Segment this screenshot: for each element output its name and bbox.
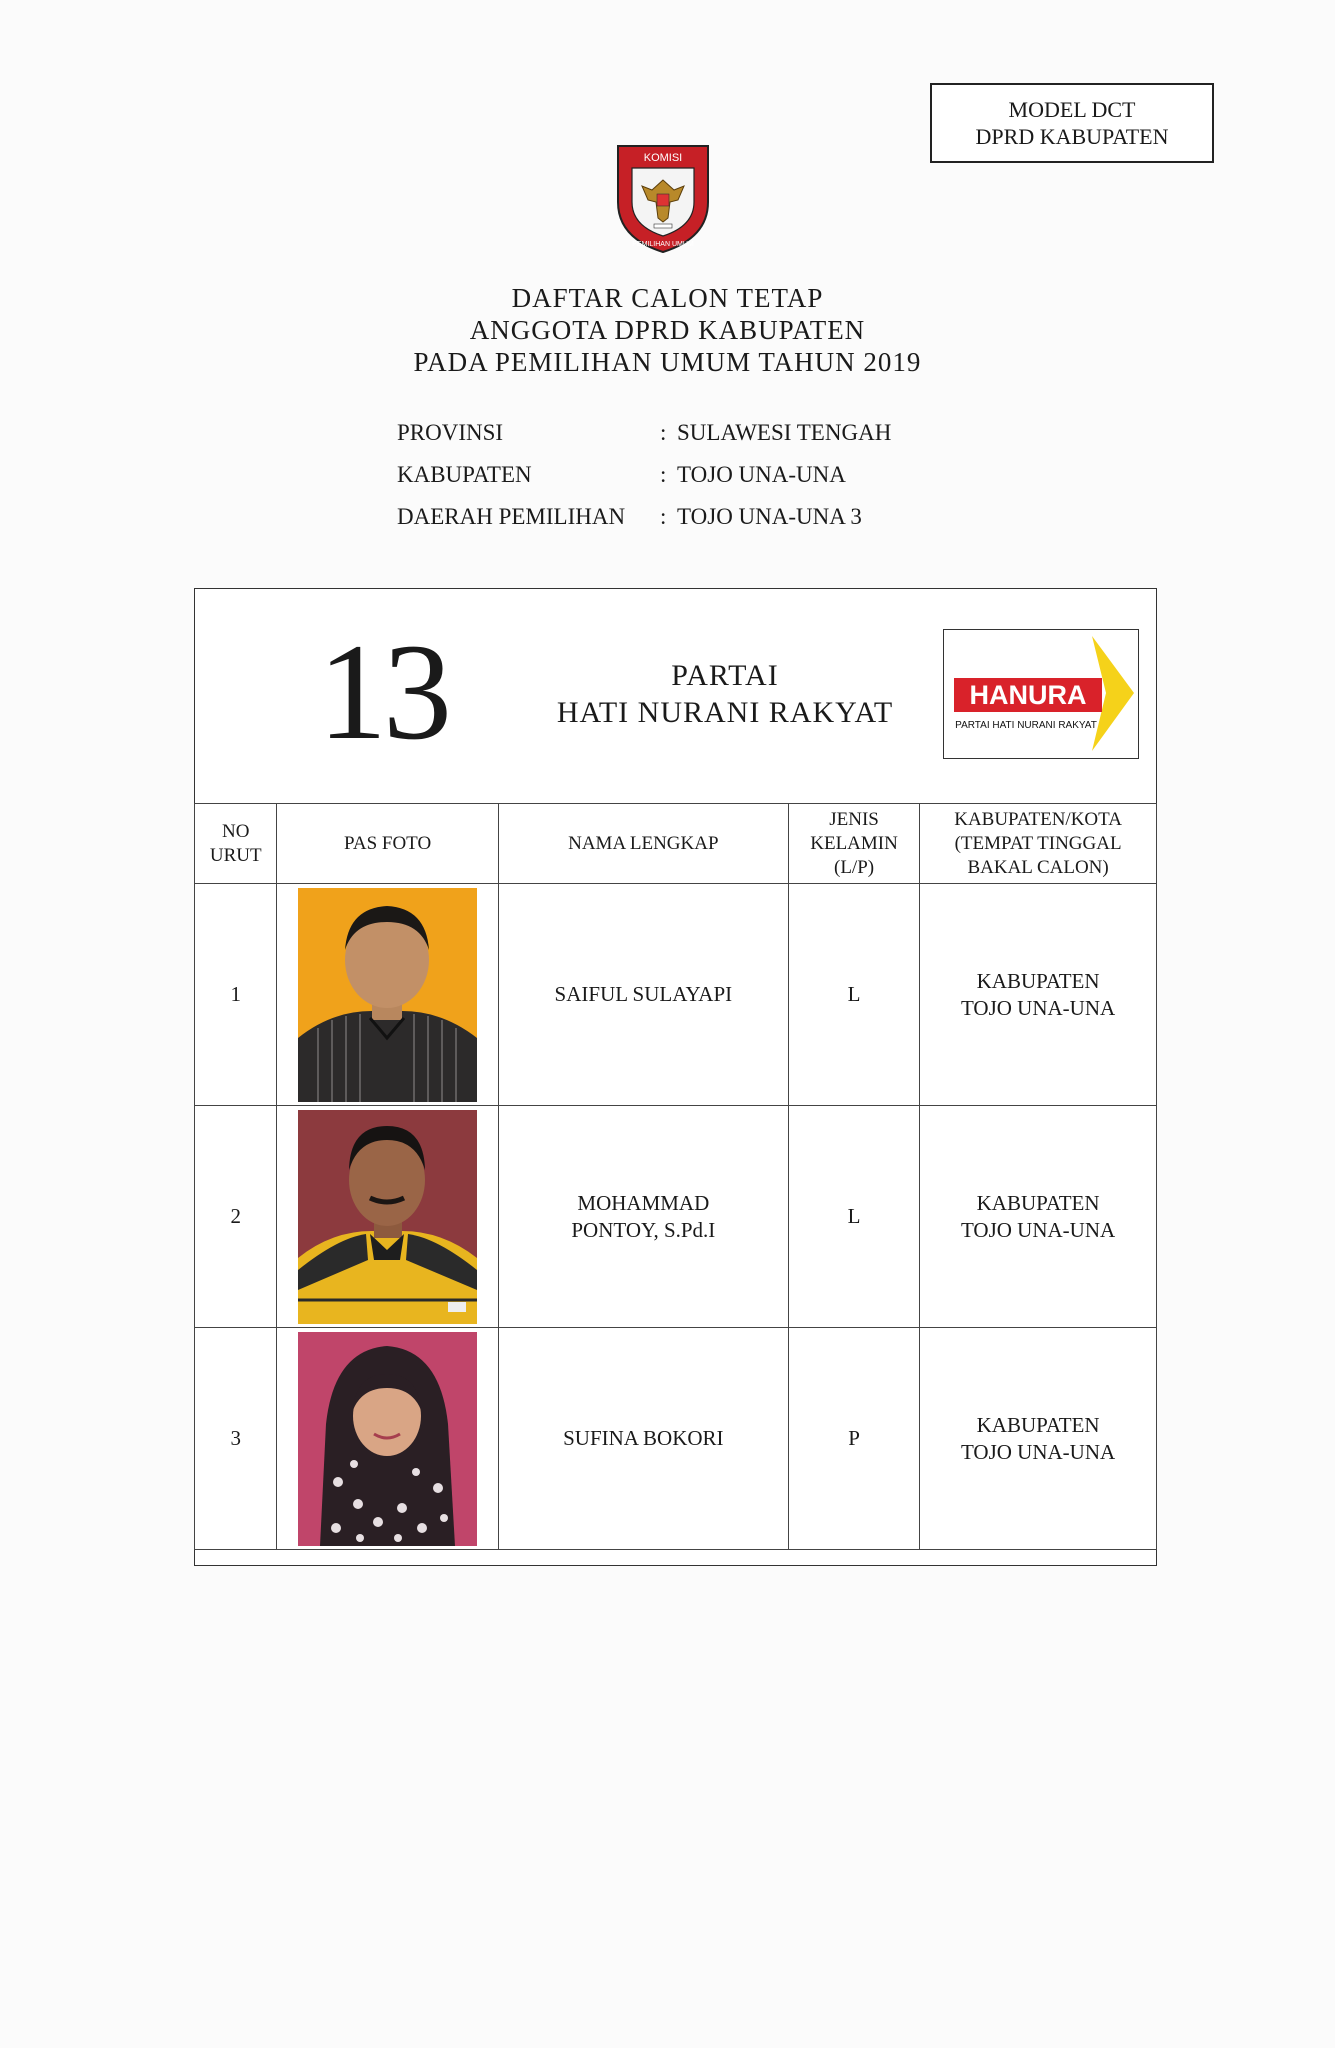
header-no-urut: NO URUT	[195, 804, 277, 884]
meta-value: TOJO UNA-UNA	[677, 462, 846, 487]
header-kabupaten-kota: KABUPATEN/KOTA (TEMPAT TINGGAL BAKAL CALON)	[920, 804, 1157, 884]
kpu-logo-icon	[614, 142, 712, 254]
table-row	[195, 1106, 1157, 1328]
meta-row-kabupaten	[397, 454, 891, 496]
meta-label: DAERAH PEMILIHAN	[397, 504, 626, 529]
title-line-3: PADA PEMILIHAN UMUM TAHUN 2019	[413, 347, 922, 377]
header-nama-lengkap: NAMA LENGKAP	[498, 804, 788, 884]
cell-kabupaten: KABUPATEN TOJO UNA-UNA	[920, 1106, 1157, 1328]
svg-text:PEMILIHAN UMUM: PEMILIHAN UMUM	[632, 241, 694, 248]
svg-text:KOMISI: KOMISI	[643, 152, 683, 164]
cell-no: 1	[195, 884, 277, 1106]
cell-jenis-kelamin: P	[788, 1328, 919, 1550]
party-name-line-1: PARTAI	[671, 659, 779, 692]
meta-value: TOJO UNA-UNA 3	[677, 504, 862, 529]
cell-kabupaten: KABUPATEN TOJO UNA-UNA	[920, 884, 1157, 1106]
title-line-2: ANGGOTA DPRD KABUPATEN	[469, 315, 866, 345]
hanura-logo-icon	[943, 629, 1139, 759]
svg-text:PARTAI HATI NURANI RAKYAT: PARTAI HATI NURANI RAKYAT	[955, 720, 1097, 731]
model-line-1: MODEL DCT	[1008, 97, 1136, 122]
cell-nama: MOHAMMAD PONTOY, S.Pd.I	[498, 1106, 788, 1328]
cell-photo	[277, 1106, 498, 1328]
table-row	[195, 1328, 1157, 1550]
title-line-1: DAFTAR CALON TETAP	[511, 283, 824, 313]
table-row	[195, 884, 1157, 1106]
svg-text:HANURA: HANURA	[969, 680, 1087, 710]
model-line-2: DPRD KABUPATEN	[975, 124, 1169, 149]
cell-no: 2	[195, 1106, 277, 1328]
cell-photo	[277, 884, 498, 1106]
cell-nama: SAIFUL SULAYAPI	[498, 884, 788, 1106]
table-header-row	[195, 804, 1157, 884]
header-jenis-kelamin: JENIS KELAMIN (L/P)	[788, 804, 919, 884]
header-pas-foto: PAS FOTO	[277, 804, 498, 884]
meta-label: KABUPATEN	[397, 462, 532, 487]
meta-separator: :	[660, 420, 667, 445]
meta-row-dapil	[397, 496, 891, 538]
cell-nama: SUFINA BOKORI	[498, 1328, 788, 1550]
party-number: 13	[318, 615, 448, 768]
cell-jenis-kelamin: L	[788, 1106, 919, 1328]
meta-row-provinsi	[397, 412, 891, 454]
candidate-photo	[298, 888, 477, 1102]
cell-kabupaten: KABUPATEN TOJO UNA-UNA	[920, 1328, 1157, 1550]
party-name	[510, 657, 940, 731]
meta-info	[397, 412, 891, 538]
party-name-line-2: HATI NURANI RAKYAT	[556, 696, 894, 729]
candidate-photo	[298, 1110, 477, 1324]
candidate-photo	[298, 1332, 477, 1546]
meta-value: SULAWESI TENGAH	[677, 420, 892, 445]
meta-separator: :	[660, 504, 667, 529]
meta-separator: :	[660, 462, 667, 487]
meta-label: PROVINSI	[397, 420, 504, 445]
cell-photo	[277, 1328, 498, 1550]
cell-no: 3	[195, 1328, 277, 1550]
document-title	[300, 282, 1035, 378]
candidate-table	[194, 803, 1157, 1550]
cell-jenis-kelamin: L	[788, 884, 919, 1106]
model-box	[930, 83, 1214, 163]
